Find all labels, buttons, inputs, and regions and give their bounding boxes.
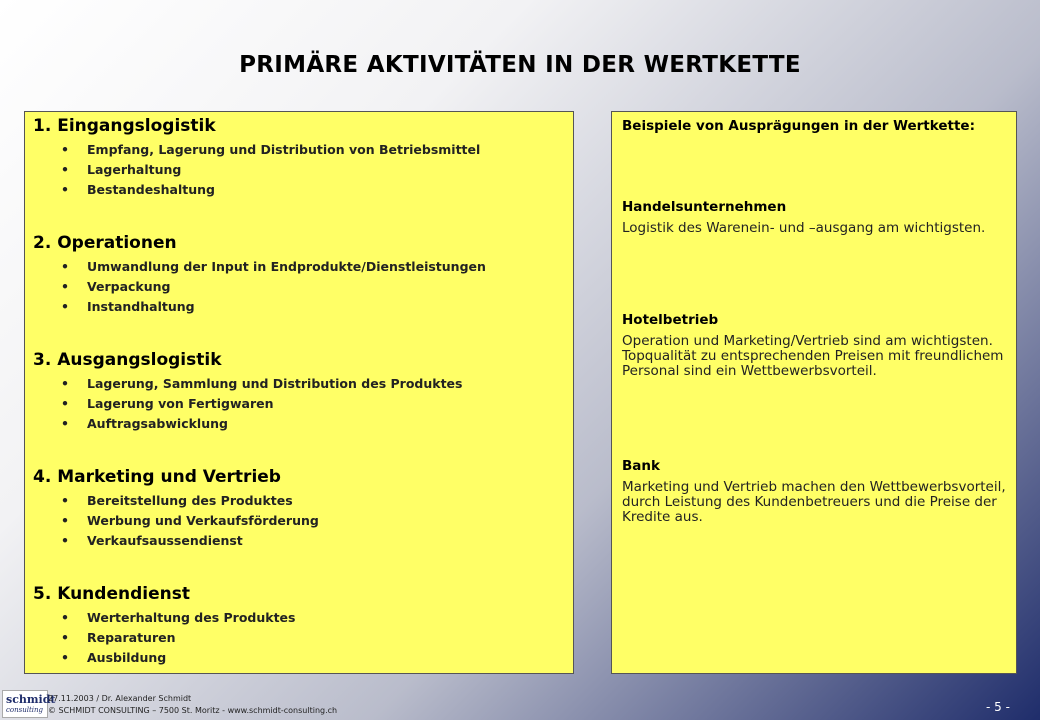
example-hotelbetrieb xyxy=(622,312,1006,458)
list-item: • Empfang, Lagerung und Distribution von Betriebsmittel xyxy=(87,140,573,160)
list-item: • Bestandeshaltung xyxy=(87,180,573,200)
section-ausgangslogistik xyxy=(33,350,573,467)
list-item: • Reparaturen xyxy=(87,628,573,648)
section-eingangslogistik xyxy=(33,116,573,233)
list-item: • Lagerung von Fertigwaren xyxy=(87,394,573,414)
example-heading: Handelsunternehmen xyxy=(622,199,787,215)
bullet-list xyxy=(33,140,573,200)
page-number: - 5 - xyxy=(986,700,1010,714)
example-handelsunternehmen xyxy=(622,199,1006,312)
list-item: • Lagerhaltung xyxy=(87,160,573,180)
section-heading: 2. Operationen xyxy=(33,233,177,253)
list-item: • Umwandlung der Input in Endprodukte/Dienstleistungen xyxy=(87,257,573,277)
list-item: • Werbung und Verkaufsförderung xyxy=(87,511,573,531)
list-item: • Instandhaltung xyxy=(87,297,573,317)
example-heading: Bank xyxy=(622,458,660,474)
list-item: • Verpackung xyxy=(87,277,573,297)
section-heading: 4. Marketing und Vertrieb xyxy=(33,467,281,487)
bullet-list xyxy=(33,257,573,317)
list-item: • Bereitstellung des Produktes xyxy=(87,491,573,511)
section-kundendienst xyxy=(33,584,573,701)
footer-copyright: © SCHMIDT CONSULTING – 7500 St. Moritz - www.schmidt-consulting.ch xyxy=(48,706,338,715)
section-heading: 1. Eingangslogistik xyxy=(33,116,216,136)
logo-sub: consulting xyxy=(6,706,44,714)
examples-panel xyxy=(611,111,1017,674)
bullet-list xyxy=(33,491,573,551)
primary-activities-panel xyxy=(24,111,574,674)
example-text: Marketing und Vertrieb machen den Wettbewerbsvorteil, durch Leistung des Kundenbetreuers und die Preise der Kredite aus. xyxy=(622,479,1006,525)
company-logo xyxy=(2,690,56,718)
example-heading: Hotelbetrieb xyxy=(622,312,719,328)
page-title: PRIMÄRE AKTIVITÄTEN IN DER WERTKETTE xyxy=(239,52,801,78)
example-text: Logistik des Warenein- und –ausgang am wichtigsten. xyxy=(622,220,986,236)
list-item: • Auftragsabwicklung xyxy=(87,414,573,434)
section-operationen xyxy=(33,233,573,350)
section-heading: 5. Kundendienst xyxy=(33,584,190,604)
logo-name: schmidt xyxy=(6,693,56,706)
list-item: • Werterhaltung des Produktes xyxy=(87,608,573,628)
example-text: Operation und Marketing/Vertrieb sind am wichtigsten. Topqualität zu entsprechenden Preisen mit freundlichem Personal sind ein Wettbewerbsvorteil. xyxy=(622,333,1004,379)
footer-date-author: 27.11.2003 / Dr. Alexander Schmidt xyxy=(48,694,192,703)
list-item: • Ausbildung xyxy=(87,648,573,668)
examples-intro: Beispiele von Ausprägungen in der Wertkette: xyxy=(622,118,975,134)
footer xyxy=(48,693,337,717)
section-marketing-vertrieb xyxy=(33,467,573,584)
bullet-list xyxy=(33,374,573,434)
section-heading: 3. Ausgangslogistik xyxy=(33,350,222,370)
list-item: • Lagerung, Sammlung und Distribution des Produktes xyxy=(87,374,573,394)
bullet-list xyxy=(33,608,573,668)
example-bank xyxy=(622,458,1006,525)
list-item: • Verkaufsaussendienst xyxy=(87,531,573,551)
